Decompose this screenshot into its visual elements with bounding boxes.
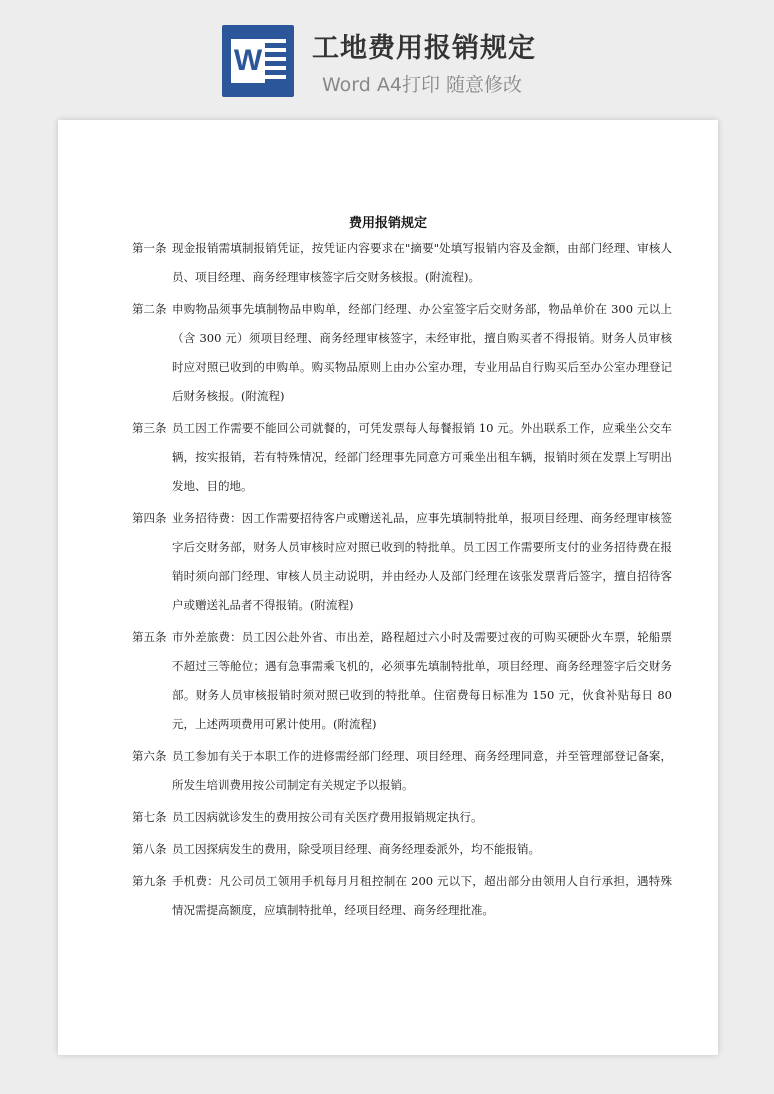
clause-text: 员工因探病发生的费用，除受项目经理、商务经理委派外，均不能报销。 xyxy=(172,842,540,856)
clause-item xyxy=(132,295,672,411)
page-title: 工地费用报销规定 xyxy=(312,33,536,64)
clause-item xyxy=(132,867,672,925)
header-banner xyxy=(0,0,774,110)
clause-item xyxy=(132,623,672,739)
document-lines-icon xyxy=(264,39,286,84)
clause-number: 第八条 xyxy=(132,842,167,856)
clause-text: 员工因病就诊发生的费用按公司有关医疗费用报销规定执行。 xyxy=(172,810,483,824)
clause-item xyxy=(132,414,672,501)
word-letter: W xyxy=(231,39,265,83)
word-icon xyxy=(222,25,294,97)
clause-text: 业务招待费：因工作需要招待客户或赠送礼品，应事先填制特批单，报项目经理、商务经理审核签字后交财务部，财务人员审核时应对照已收到的特批单。员工因工作需要所支付的业务招待费在报销时须向部门经理、审核人员主动说明，并由经办人及部门经理在该张发票背后签字，擅自招待客户或赠送礼品者不得报销。(附流程) xyxy=(172,511,672,612)
clause-text: 员工因工作需要不能回公司就餐的，可凭发票每人每餐报销 10 元。外出联系工作，应乘坐公交车辆，按实报销，若有特殊情况，经部门经理事先同意方可乘坐出租车辆，报销时须在发票上写明出发地、目的地。 xyxy=(172,421,672,493)
document-page xyxy=(58,120,718,1055)
clause-item xyxy=(132,803,672,832)
clause-item xyxy=(132,504,672,620)
clause-number: 第五条 xyxy=(132,630,167,644)
clause-number: 第一条 xyxy=(132,241,167,255)
clause-number: 第三条 xyxy=(132,421,167,435)
clause-text: 市外差旅费：员工因公赴外省、市出差，路程超过六小时及需要过夜的可购买硬卧火车票，轮船票不超过三等舱位；遇有急事需乘飞机的，必须事先填制特批单，项目经理、商务经理签字后交财务部。财务人员审核报销时须对照已收到的特批单。住宿费每日标准为 150 元，伙食补贴每日 80 元，上述两项费用可累计使用。(附流程) xyxy=(172,630,672,731)
page-subtitle: Word A4打印 随意修改 xyxy=(322,74,523,96)
clause-text: 员工参加有关于本职工作的进修需经部门经理、项目经理、商务经理同意，并至管理部登记备案，所发生培训费用按公司制定有关规定予以报销。 xyxy=(172,749,672,792)
clause-list xyxy=(132,234,672,928)
clause-text: 现金报销需填制报销凭证，按凭证内容要求在"摘要"处填写报销内容及金额，由部门经理、审核人员、项目经理、商务经理审核签字后交财务核报。(附流程)。 xyxy=(172,241,672,284)
clause-number: 第六条 xyxy=(132,749,167,763)
clause-number: 第七条 xyxy=(132,810,167,824)
clause-text: 申购物品须事先填制物品申购单，经部门经理、办公室签字后交财务部，物品单价在 300 元以上（含 300 元）须项目经理、商务经理审核签字，未经审批，擅自购买者不得报销。财务人员审核时应对照已收到的申购单。购买物品原则上由办公室办理，专业用品自行购买后至办公室办理登记后财务核报。(附流程) xyxy=(172,302,672,403)
clause-item xyxy=(132,835,672,864)
document-title: 费用报销规定 xyxy=(348,216,427,231)
clause-item xyxy=(132,742,672,800)
clause-item xyxy=(132,234,672,292)
clause-number: 第四条 xyxy=(132,511,167,525)
clause-number: 第九条 xyxy=(132,874,167,888)
clause-text: 手机费：凡公司员工领用手机每月月租控制在 200 元以下，超出部分由领用人自行承担，遇特殊情况需提高额度，应填制特批单，经项目经理、商务经理批准。 xyxy=(172,874,672,917)
clause-number: 第二条 xyxy=(132,302,167,316)
